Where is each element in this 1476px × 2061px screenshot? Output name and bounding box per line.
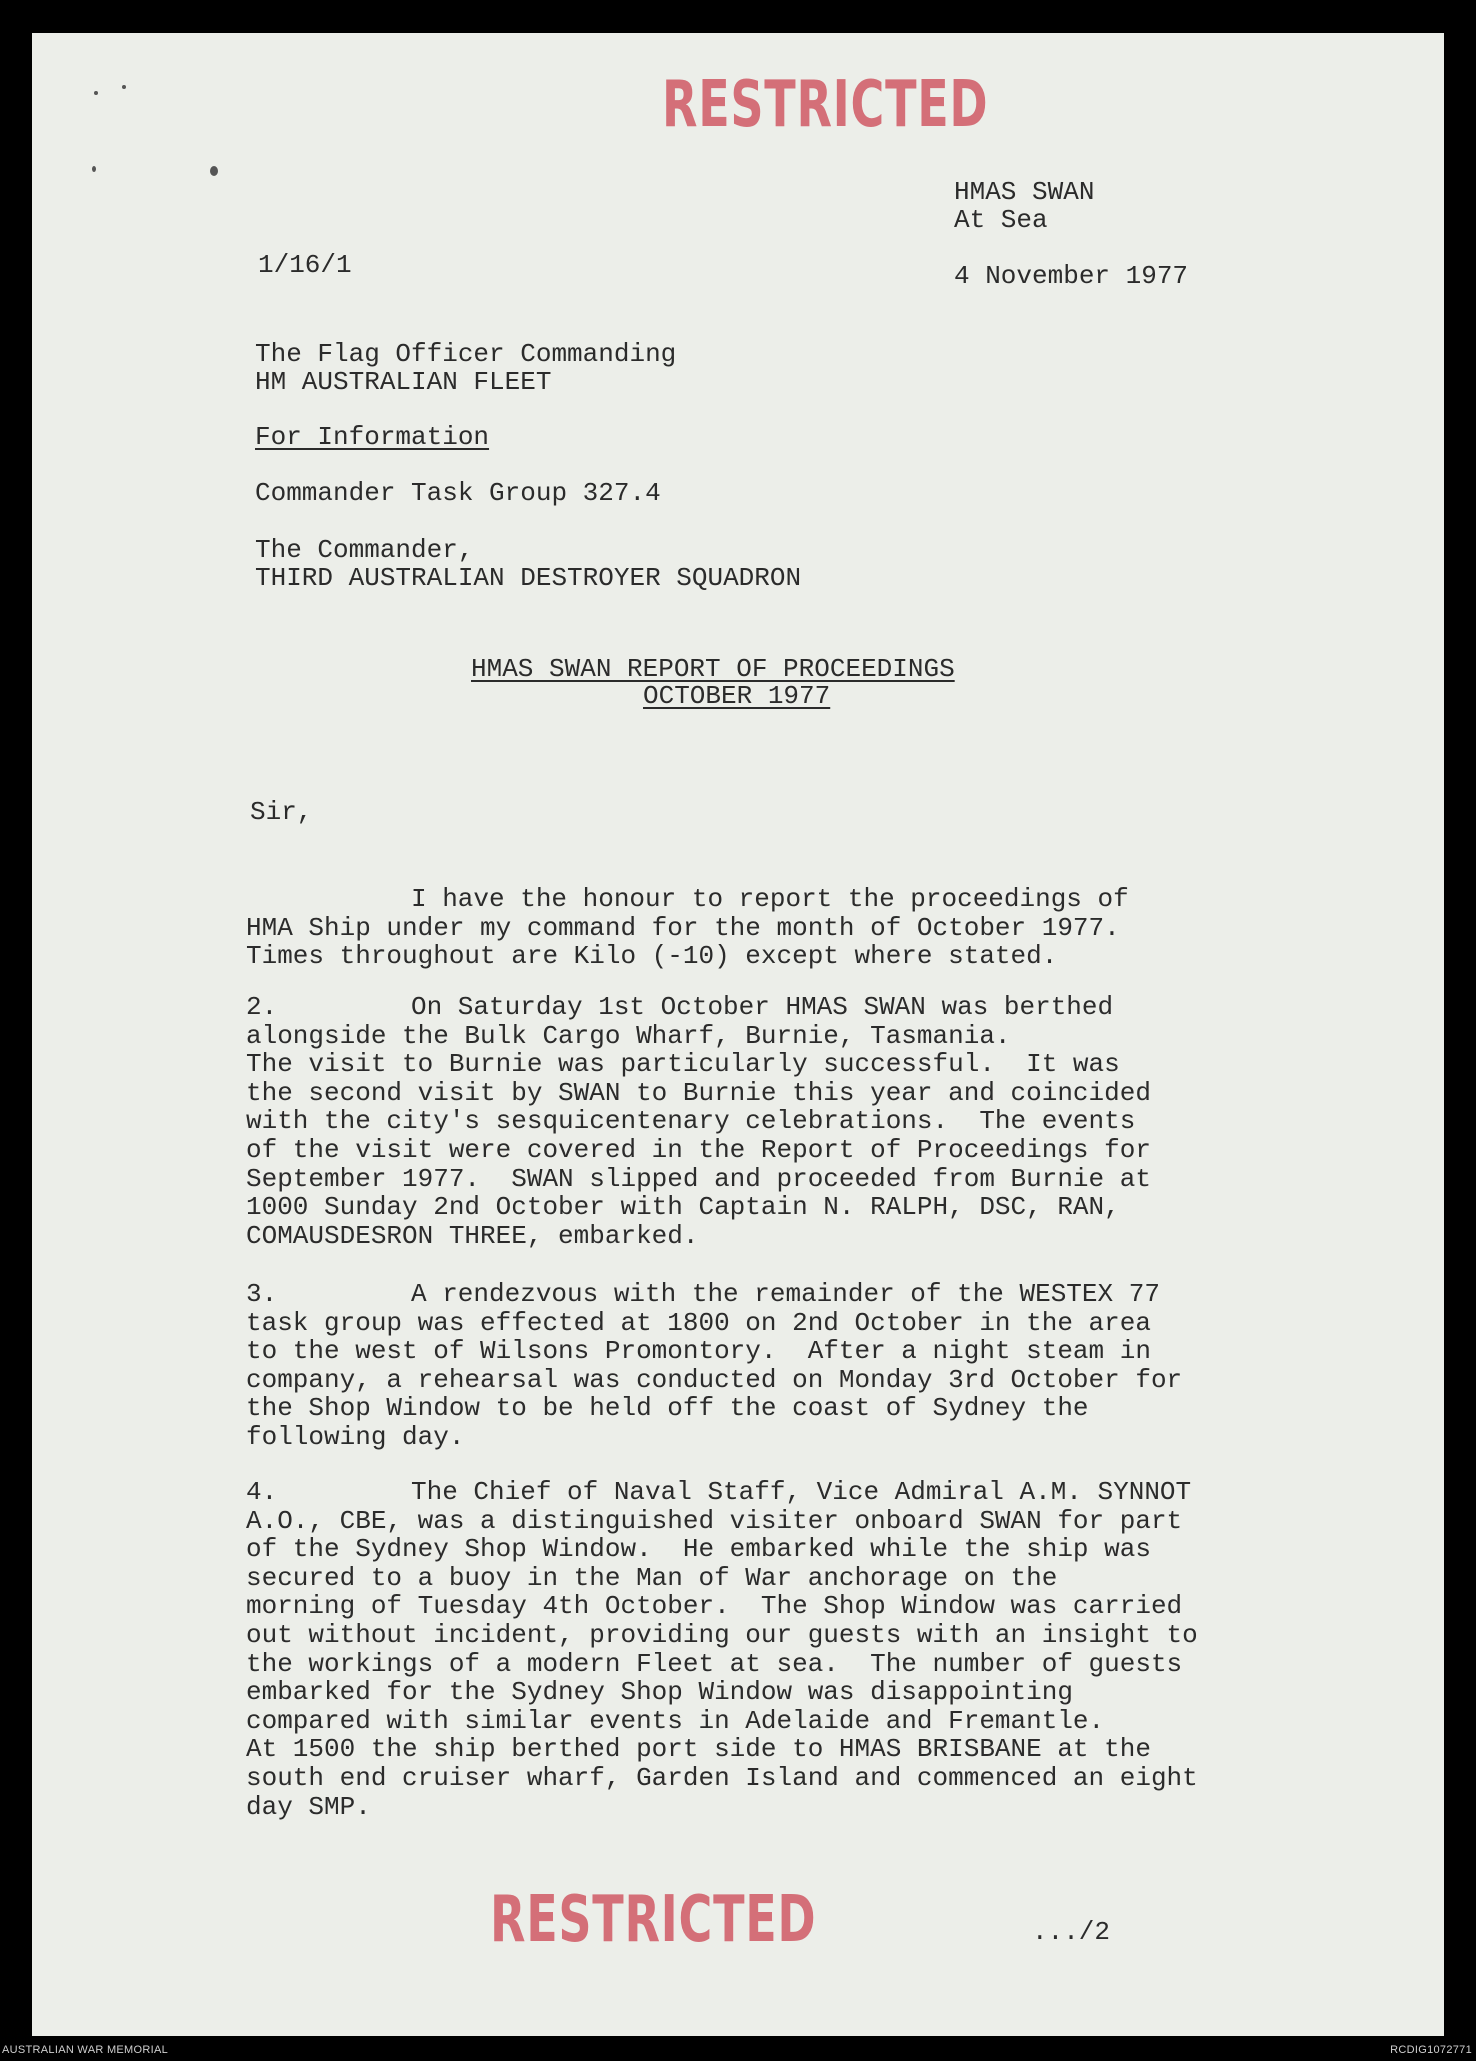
paragraph-line: The visit to Burnie was particularly successful. It was — [246, 1049, 1120, 1080]
paragraph-line: The Chief of Naval Staff, Vice Admiral A.M. SYNNOT — [411, 1477, 1192, 1507]
paragraph-line: south end cruiser wharf, Garden Island and commenced an eight — [246, 1762, 1198, 1793]
info-addressee-2-line-1: The Commander, — [255, 535, 474, 565]
punch-mark — [92, 166, 96, 172]
paragraph-line: following day. — [246, 1421, 465, 1452]
paragraph-line: of the Sydney Shop Window. He embarked while the ship was — [246, 1534, 1151, 1565]
addressee-line-1: The Flag Officer Commanding — [255, 339, 677, 369]
paragraph-line: day SMP. — [246, 1791, 371, 1822]
punch-mark — [122, 85, 126, 89]
info-addressee-2-line-2: THIRD AUSTRALIAN DESTROYER SQUADRON — [255, 563, 802, 593]
report-title-line-1: HMAS SWAN REPORT OF PROCEEDINGS — [471, 654, 955, 684]
paragraph-line: the Shop Window to be held off the coast of Sydney the — [246, 1393, 1089, 1424]
paragraph-line: to the west of Wilsons Promontory. After a night steam in — [246, 1336, 1151, 1367]
paragraph-line: On Saturday 1st October HMAS SWAN was berthed — [411, 992, 1114, 1022]
paragraph-line: 1000 Sunday 2nd October with Captain N. RALPH, DSC, RAN, — [246, 1192, 1120, 1223]
restricted-stamp-bottom: RESTRICTED — [490, 1883, 817, 1957]
for-information-heading: For Information — [255, 422, 490, 452]
paragraph-1 — [246, 885, 1316, 971]
ship-location: At Sea — [954, 205, 1048, 235]
paragraph-line: the second visit by SWAN to Burnie this year and coincided — [246, 1077, 1151, 1108]
paragraph-line: I have the honour to report the proceedings of — [411, 884, 1129, 914]
paragraph-line: HMA Ship under my command for the month of October 1977. — [246, 912, 1120, 943]
paragraph-number: 3. — [246, 1279, 278, 1309]
paragraph-line: company, a rehearsal was conducted on Monday 3rd October for — [246, 1364, 1183, 1395]
punch-mark — [94, 91, 98, 95]
paragraph-line: task group was effected at 1800 on 2nd October in the area — [246, 1307, 1151, 1338]
paragraph-line: with the city's sesquicentenary celebrations. The events — [246, 1106, 1136, 1137]
report-title-line-2: OCTOBER 1977 — [643, 681, 831, 711]
paragraph-line: secured to a buoy in the Man of War anchorage on the — [246, 1562, 1058, 1593]
paragraph-number: 2. — [246, 992, 278, 1022]
paragraph-line: COMAUSDESRON THREE, embarked. — [246, 1220, 699, 1251]
footer-record-id: RCDIG1072771 — [1390, 2044, 1472, 2056]
paragraph-line: September 1977. SWAN slipped and proceeded from Burnie at — [246, 1163, 1151, 1194]
paragraph-line: At 1500 the ship berthed port side to HMAS BRISBANE at the — [246, 1734, 1151, 1765]
paragraph-line: embarked for the Sydney Shop Window was disappointing — [246, 1677, 1073, 1708]
paragraph-4 — [246, 1478, 1316, 1821]
paragraph-line: alongside the Bulk Cargo Wharf, Burnie, Tasmania. — [246, 1020, 1011, 1051]
restricted-stamp-top: RESTRICTED — [662, 68, 989, 142]
paragraph-line: Times throughout are Kilo (-10) except where stated. — [246, 941, 1058, 972]
paragraph-line: the workings of a modern Fleet at sea. The number of guests — [246, 1648, 1183, 1679]
paragraph-number: 4. — [246, 1477, 278, 1507]
paragraph-3 — [246, 1280, 1316, 1452]
salutation: Sir, — [250, 797, 313, 827]
footer-archive-name: AUSTRALIAN WAR MEMORIAL — [2, 2044, 169, 2056]
document-page — [32, 33, 1444, 2036]
paragraph-line: A rendezvous with the remainder of the WESTEX 77 — [411, 1279, 1160, 1309]
paragraph-2 — [246, 993, 1316, 1250]
paragraph-line: morning of Tuesday 4th October. The Shop Window was carried — [246, 1591, 1183, 1622]
punch-mark — [210, 166, 218, 176]
paragraph-line: A.O., CBE, was a distinguished visiter onboard SWAN for part — [246, 1505, 1183, 1536]
paragraph-line: out without incident, providing our guests with an insight to — [246, 1619, 1198, 1650]
file-reference: 1/16/1 — [258, 250, 352, 280]
letter-date: 4 November 1977 — [954, 261, 1189, 291]
info-addressee-1: Commander Task Group 327.4 — [255, 478, 661, 508]
paragraph-line: compared with similar events in Adelaide and Fremantle. — [246, 1705, 1105, 1736]
page-continuation: .../2 — [1032, 1917, 1111, 1947]
paragraph-line: of the visit were covered in the Report of Proceedings for — [246, 1134, 1151, 1165]
addressee-line-2: HM AUSTRALIAN FLEET — [255, 367, 552, 397]
ship-name: HMAS SWAN — [954, 177, 1095, 207]
